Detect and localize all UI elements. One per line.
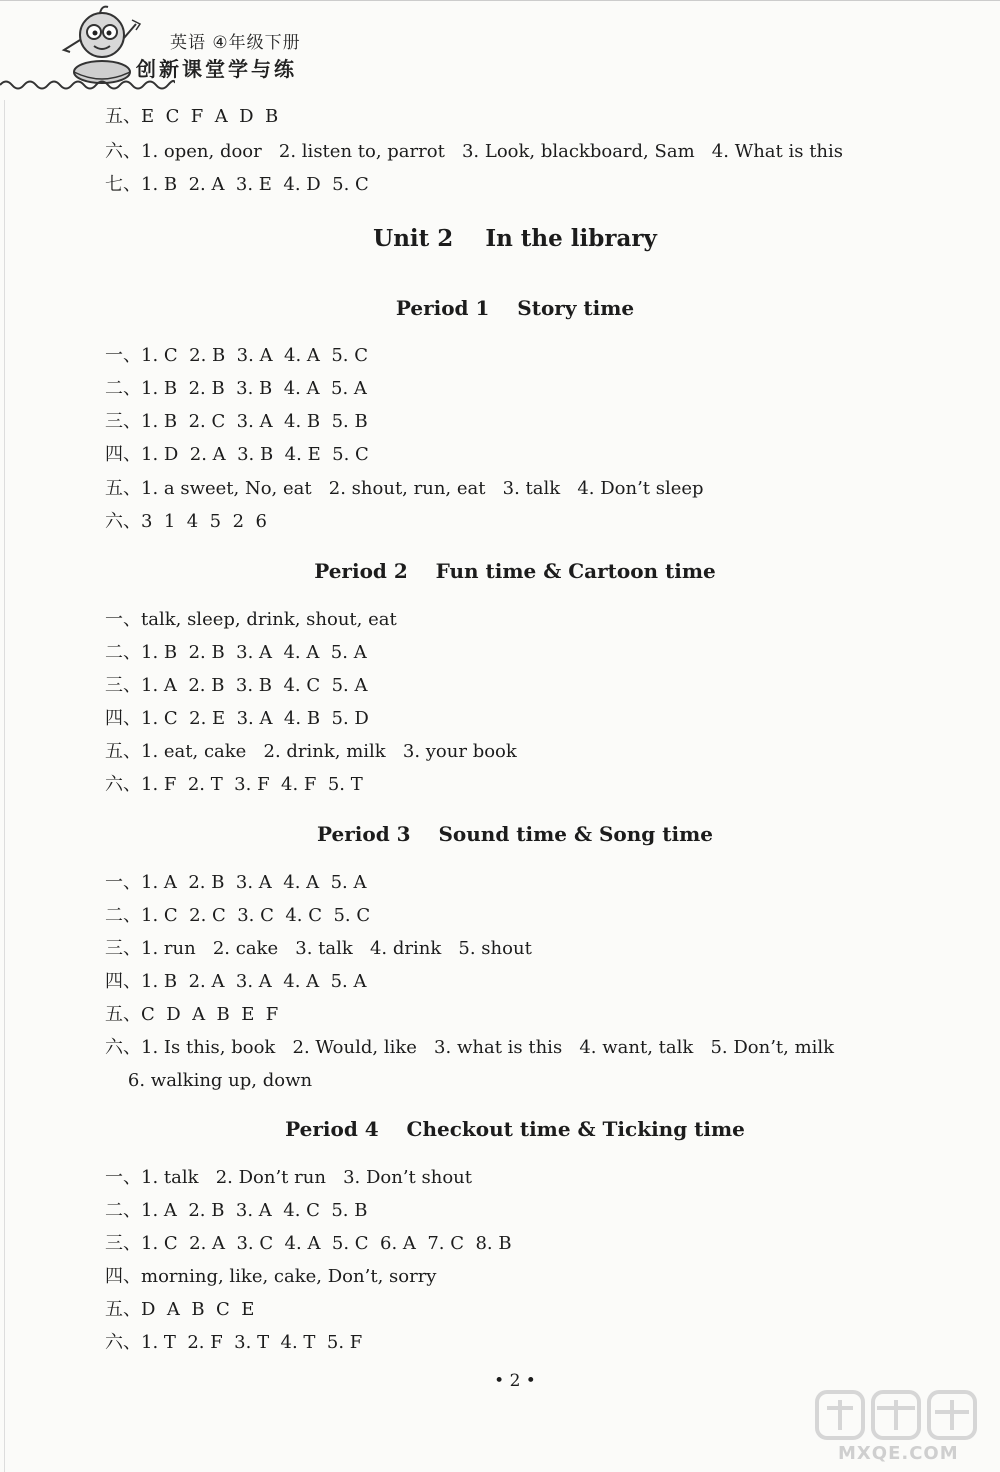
answer-line: 五、D A B C E	[105, 1299, 255, 1320]
answer-line: 一、1. talk 2. Don’t run 3. Don’t shout	[105, 1167, 473, 1188]
answer-line: 六、1. F 2. T 3. F 4. F 5. T	[105, 774, 363, 795]
answer-line: 二、1. C 2. C 3. C 4. C 5. C	[105, 905, 371, 926]
answer-line: 二、1. B 2. B 3. A 4. A 5. A	[105, 642, 367, 663]
answer-line: 一、1. A 2. B 3. A 4. A 5. A	[105, 872, 367, 893]
page-number: • 2 •	[494, 1371, 536, 1391]
unit-title: Unit 2 In the library	[373, 225, 657, 252]
period-2-title: Period 2 Fun time & Cartoon time	[314, 559, 716, 583]
answer-line: 七、1. B 2. A 3. E 4. D 5. C	[105, 174, 369, 195]
answer-line: 一、talk, sleep, drink, shout, eat	[105, 609, 397, 630]
answer-line: 三、1. B 2. C 3. A 4. B 5. B	[105, 411, 368, 432]
answer-line: 二、1. B 2. B 3. B 4. A 5. A	[105, 378, 367, 399]
answer-line: 四、1. B 2. A 3. A 4. A 5. A	[105, 971, 367, 992]
book-series-title: 创新课堂学与练	[136, 57, 297, 81]
period-4-title: Period 4 Checkout time & Ticking time	[285, 1117, 745, 1141]
answer-line: 四、1. D 2. A 3. B 4. E 5. C	[105, 444, 369, 465]
answer-line: 五、1. a sweet, No, eat 2. shout, run, eat 3. talk 4. Don’t sleep	[105, 478, 704, 499]
answer-line: 四、1. C 2. E 3. A 4. B 5. D	[105, 708, 369, 729]
answer-line: 三、1. A 2. B 3. B 4. C 5. A	[105, 675, 368, 696]
answer-line: 五、1. eat, cake 2. drink, milk 3. your book	[105, 741, 517, 762]
answer-line: 五、E C F A D B	[105, 106, 279, 127]
answer-line: 一、1. C 2. B 3. A 4. A 5. C	[105, 345, 369, 366]
answer-line: 四、morning, like, cake, Don’t, sorry	[105, 1266, 437, 1287]
answer-line: 6. walking up, down	[105, 1070, 313, 1091]
page-header	[0, 0, 1000, 95]
answer-line: 六、1. Is this, book 2. Would, like 3. what is this 4. want, talk 5. Don’t, milk	[105, 1037, 835, 1058]
period-1-title: Period 1 Story time	[395, 296, 635, 320]
header-wave-decoration	[0, 78, 175, 92]
period-3-title: Period 3 Sound time & Song time	[317, 822, 713, 846]
answer-line: 六、3 1 4 5 2 6	[105, 511, 267, 532]
watermark-text: MXQE.COM	[838, 1443, 959, 1464]
answer-line: 六、1. T 2. F 3. T 4. T 5. F	[105, 1332, 363, 1353]
answer-line: 三、1. run 2. cake 3. talk 4. drink 5. shout	[105, 938, 532, 959]
answer-line: 六、1. open, door 2. listen to, parrot 3. Look, blackboard, Sam 4. What is this	[105, 141, 844, 162]
book-subject-grade: 英语 ④年级下册	[170, 33, 301, 53]
answer-line: 三、1. C 2. A 3. C 4. A 5. C 6. A 7. C 8. B	[105, 1233, 512, 1254]
answer-line: 五、C D A B E F	[105, 1004, 279, 1025]
answer-line: 二、1. A 2. B 3. A 4. C 5. B	[105, 1200, 368, 1221]
